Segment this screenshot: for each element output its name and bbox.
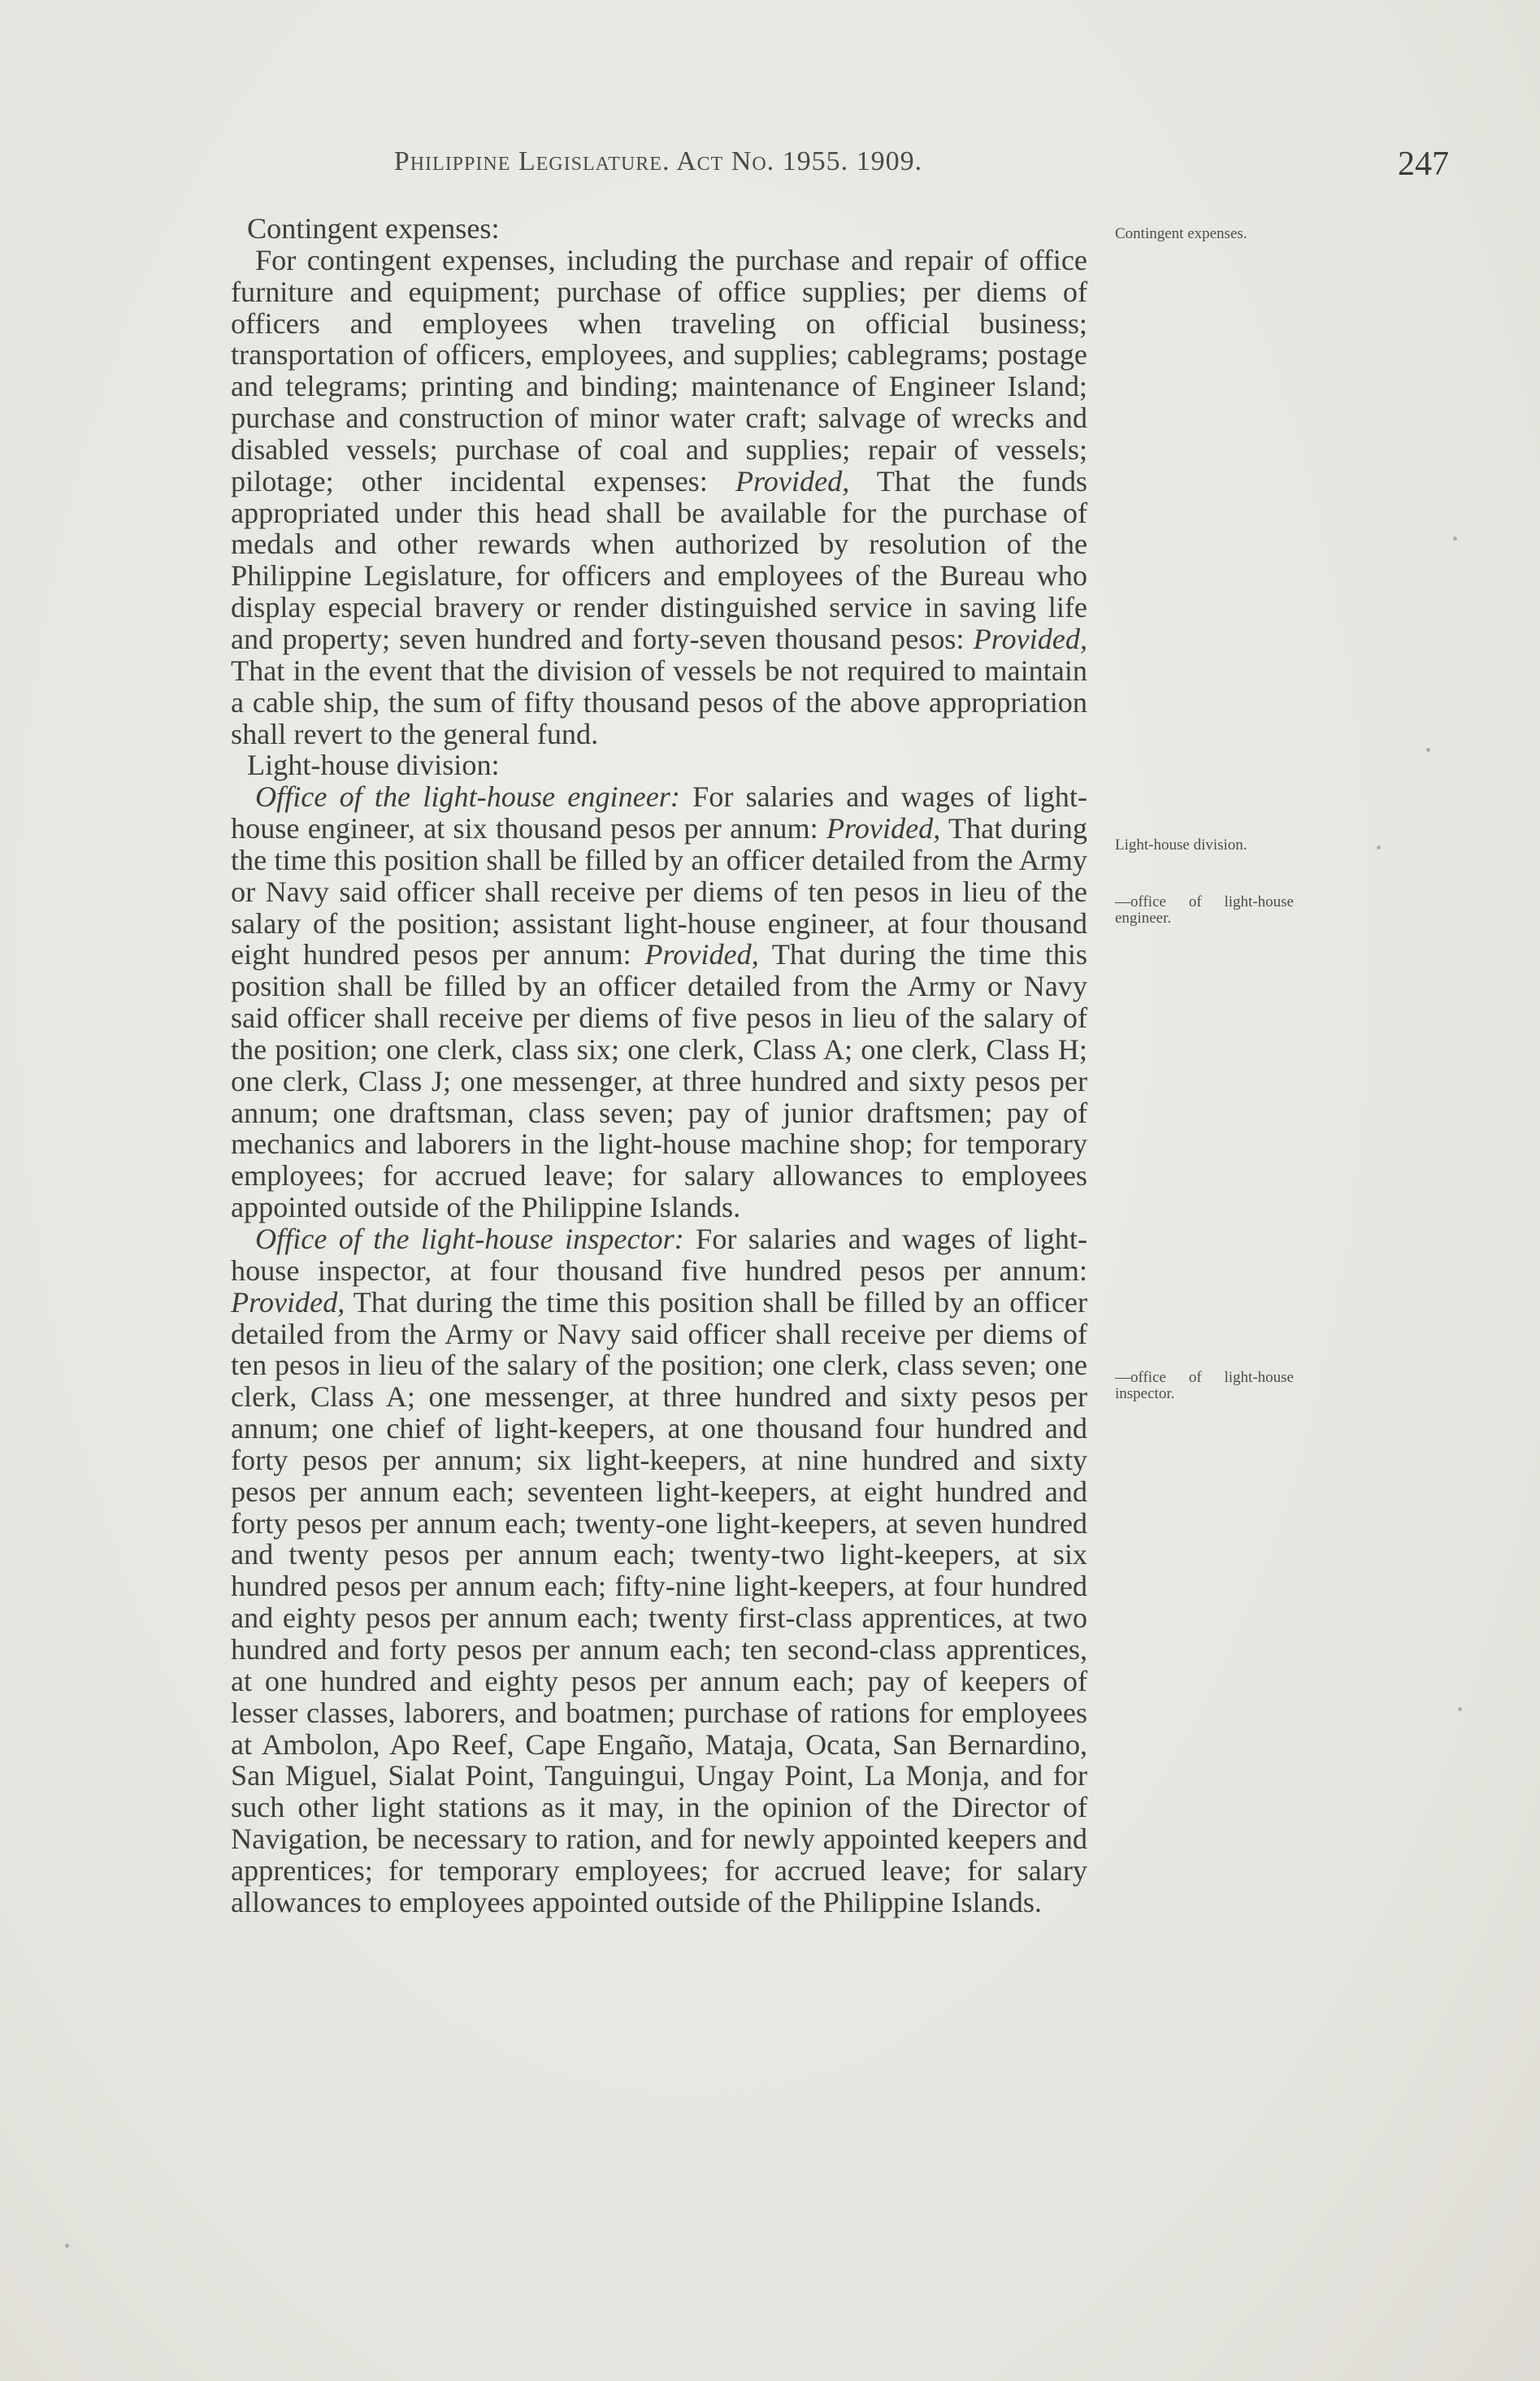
margin-note-lighthouse: Light-house division. (1115, 836, 1247, 854)
office-title-inspector: Office of the light-house inspector: (255, 1223, 684, 1255)
running-head: Philippine Legislature. Act No. 1955. 1909. (393, 146, 923, 176)
proviso-italic: Provided, (644, 938, 759, 971)
paper-speck (1458, 1707, 1462, 1711)
section-heading-contingent: Contingent expenses: (247, 212, 500, 245)
paragraph-contingent: For contingent expenses, including the purchase and repair of office furniture and equipment; purchase of office supplies; per diems of officers and employees when traveling on official business; transportation of officers, employees, and supplies; cablegrams; postage and telegrams; printing and binding; maintenance of Engineer Island; purchase and construction of minor water craft; salvage of wrecks and disabled vessels; purchase of coal and supplies; repair of vessels; pilotage; other incidental expenses: Provided, That the funds appropriated under this head shall be available for the purchase of medals and other rewards when authorized by resolution of the Philippine Legislature, for officers and employees of the Bureau who display especial bravery or render distinguished service in saving life and property; seven hundred and forty-seven thousand pesos: Provided, That in the event that the division of vessels be not required to maintain a cable ship, the sum of fifty thousand pesos of the above appropriation shall revert to the general fund. (231, 243, 1087, 750)
paper-speck (1377, 845, 1381, 849)
proviso-italic: Provided, (231, 1285, 345, 1319)
office-title-engineer: Office of the light-house engineer: (255, 780, 680, 814)
paper-speck (1453, 537, 1457, 541)
margin-note-inspector: —office of light-house inspector. (1115, 1369, 1294, 1402)
proviso-italic: Provided, (826, 812, 941, 845)
body-text (231, 213, 1087, 1918)
section-heading-lighthouse: Light-house division: (247, 749, 500, 782)
paragraph-inspector: Office of the light-house inspector: For salaries and wages of light-house inspector, at four thousand five hundred pesos per annum: Provided, That during the time this position shall be filled by an officer detailed from the Army or Navy said officer shall receive per diems of ten pesos in lieu of the salary of the position; one clerk, class seven; one clerk, Class A; one messenger, at three hundred and sixty pesos per annum; one chief of light-keepers, at one thousand four hundred and forty pesos per annum; six light-keepers, at nine hundred and sixty pesos per annum each; seventeen light-keepers, at eight hundred and forty pesos per annum each; twenty-one light-keepers, at seven hundred and twenty pesos per annum each; twenty-two light-keepers, at six hundred pesos per annum each; fifty-nine light-keepers, at four hundred and eighty pesos per annum each; twenty first-class apprentices, at two hundred and forty pesos per annum each; ten second-class apprentices, at one hundred and eighty pesos per annum each; pay of keepers of lesser classes, laborers, and boatmen; purchase of rations for employees at Ambolon, Apo Reef, Cape Engaño, Mataja, Ocata, San Bernardino, San Miguel, Sialat Point, Tanguingui, Ungay Point, La Monja, and for such other light stations as it may, in the opinion of the Director of Navigation, be necessary to ration, and for newly appointed keepers and apprentices; for temporary employees; for accrued leave; for salary allowances to employees appointed outside of the Philippine Islands. (231, 1223, 1087, 1918)
paper-speck (65, 2244, 69, 2248)
proviso-italic: Provided, (973, 622, 1087, 655)
paragraph-engineer: Office of the light-house engineer: For salaries and wages of light-house engineer, at six thousand pesos per annum: Provided, That during the time this position shall be filled by an officer detailed from the Army or Navy said officer shall receive per diems of ten pesos in lieu of the salary of the position; assistant light-house engineer, at four thousand eight hundred pesos per annum: Provided, That during the time this position shall be filled by an officer detailed from the Army or Navy said officer shall receive per diems of five pesos in lieu of the salary of the position; one clerk, class six; one clerk, Class A; one clerk, Class H; one clerk, Class J; one messenger, at three hundred and sixty pesos per annum; one draftsman, class seven; pay of junior draftsmen; pay of mechanics and laborers in the light-house machine shop; for temporary employees; for accrued leave; for salary allowances to employees appointed outside of the Philippine Islands. (231, 780, 1088, 1224)
paper-speck (1426, 748, 1430, 752)
page-number: 247 (1398, 146, 1449, 183)
margin-note-engineer: —office of light-house engineer. (1115, 893, 1294, 927)
proviso-italic: Provided, (735, 464, 850, 497)
margin-note-contingent: Contingent expenses. (1115, 225, 1247, 242)
